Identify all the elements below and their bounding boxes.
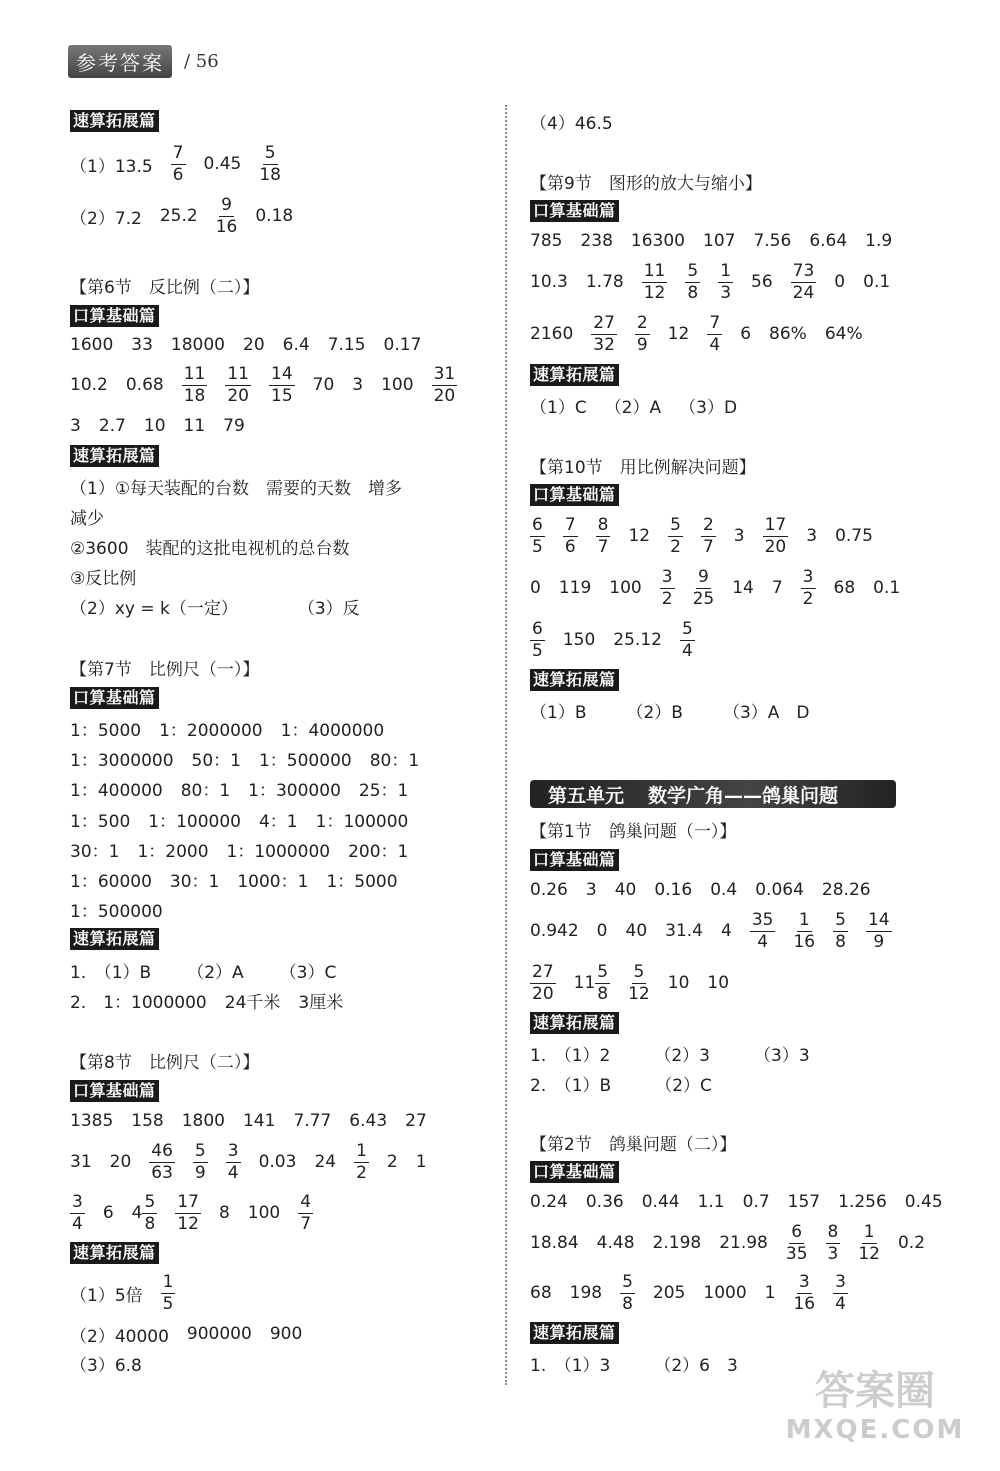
answer-value: 6.64 — [809, 231, 848, 251]
answer-value: 6 — [102, 1203, 114, 1223]
section-badge-extension: 速算拓展篇 — [530, 1012, 619, 1034]
answer-value: 1：2000 — [137, 841, 209, 862]
answer-text: （1）5倍 — [70, 1285, 143, 1306]
answer-value: 1：60000 — [70, 871, 152, 892]
answer-text: 1. （1）3 — [530, 1355, 611, 1376]
answer-row — [530, 312, 863, 356]
answer-value: （1）13.5 — [70, 156, 153, 177]
section-label-row — [70, 108, 159, 134]
section-label-row — [530, 667, 619, 693]
answer-value: 1600 — [70, 335, 114, 355]
answer-value: 100 — [609, 578, 642, 598]
answer-value: 4.48 — [596, 1233, 635, 1253]
answer-line — [70, 1321, 302, 1347]
fraction: $\frac{27}{32}$ — [593, 312, 615, 355]
answer-line — [530, 392, 737, 418]
answer-value: 79 — [223, 416, 245, 436]
section-label-row — [70, 685, 159, 711]
answer-line — [530, 1040, 810, 1066]
fraction: $\frac{1}{16}$ — [793, 909, 816, 952]
answer-value: 1385 — [70, 1111, 114, 1131]
unit-banner — [530, 780, 896, 808]
answer-value: 3 — [352, 375, 364, 395]
fraction: $\frac{4}{7}$ — [300, 1191, 312, 1234]
answer-value: 1 — [415, 1152, 427, 1172]
answer-value: 14 — [732, 578, 754, 598]
answer-value: 0.24 — [530, 1192, 568, 1212]
answer-value: 4：1 — [258, 811, 298, 832]
section-label-row — [530, 198, 619, 224]
answer-value: 1000 — [703, 1283, 747, 1303]
answer-value: 7.56 — [753, 231, 792, 251]
answer-value: 1.256 — [838, 1192, 887, 1212]
answer-text: （4）46.5 — [530, 113, 613, 134]
page-number: / 56 — [184, 50, 219, 72]
answer-value: 0.2 — [897, 1233, 926, 1253]
answer-value: 4 — [721, 921, 732, 941]
answer-value: 33 — [131, 335, 153, 355]
answer-value: 1：500 — [70, 811, 131, 832]
answer-value: 107 — [703, 231, 736, 251]
section-title — [530, 816, 736, 842]
answer-value: 1.9 — [865, 231, 893, 251]
answer-value: 28.26 — [821, 880, 871, 900]
section-title — [530, 1129, 736, 1155]
fraction: $\frac{1}{5}$ — [162, 1271, 174, 1314]
answer-text: （2）3 — [654, 1045, 710, 1066]
answer-text: （2）A — [187, 962, 244, 983]
fraction: $\frac{1}{12}$ — [858, 1221, 880, 1264]
section-badge-basic: 口算基础篇 — [530, 849, 619, 871]
answer-text: ②3600 装配的这批电视机的总台数 — [70, 538, 350, 559]
answer-text: （1）B — [530, 702, 587, 723]
answer-text: （3）D — [679, 397, 738, 418]
answer-value: 0.1 — [873, 578, 901, 598]
fraction: $\frac{6}{35}$ — [785, 1221, 808, 1264]
answer-text: 1. （1）B — [70, 962, 152, 983]
answer-value: 119 — [558, 578, 592, 598]
answer-value: 3 — [70, 416, 81, 436]
answer-row — [70, 332, 421, 358]
answer-value: 30：1 — [70, 841, 120, 862]
fraction: $\frac{3}{4}$ — [227, 1140, 239, 1183]
fraction: $\frac{17}{12}$ — [177, 1191, 199, 1234]
fraction: $\frac{1}{2}$ — [356, 1140, 367, 1183]
answer-value: 31 — [70, 1152, 92, 1172]
answer-value: 0.45 — [203, 154, 242, 174]
answer-value: 0.44 — [641, 1192, 680, 1212]
answer-value: 205 — [652, 1283, 686, 1303]
answer-value: 18.84 — [530, 1233, 579, 1253]
fraction: $\frac{5}{8}$ — [687, 260, 699, 303]
answer-value: 157 — [787, 1192, 821, 1212]
answer-value: 7.15 — [327, 335, 366, 355]
section-title — [70, 1047, 259, 1073]
section-badge-basic: 口算基础篇 — [70, 1080, 159, 1102]
section-badge-extension: 速算拓展篇 — [530, 1322, 619, 1344]
answer-value: 7 — [771, 578, 783, 598]
fraction: $\frac{5}{12}$ — [628, 961, 650, 1004]
site-watermark — [780, 1368, 970, 1461]
answer-text: 3厘米 — [298, 992, 344, 1013]
fraction: $\frac{2}{9}$ — [636, 312, 648, 355]
fraction: $\frac{9}{25}$ — [692, 566, 715, 609]
answer-row — [530, 877, 871, 903]
answer-value: 2.7 — [98, 416, 126, 436]
answer-line — [70, 987, 343, 1013]
section-title — [530, 452, 756, 478]
answer-value: 1：100000 — [315, 811, 409, 832]
answer-line — [530, 1070, 712, 1096]
answer-value: 31.4 — [665, 921, 703, 941]
answer-value: 12 — [667, 324, 690, 344]
answer-value: 27 — [405, 1111, 427, 1131]
fraction: $\frac{5}{8}$ — [835, 909, 846, 952]
fraction: $\frac{5}{2}$ — [670, 514, 681, 557]
answer-line — [70, 503, 104, 529]
section-title-text: 【第8节 比例尺（二）】 — [70, 1052, 260, 1073]
fraction: $\frac{73}{24}$ — [792, 260, 815, 303]
answer-row — [70, 1140, 427, 1184]
answer-value: 18000 — [170, 335, 225, 355]
answer-value: 10 — [143, 416, 166, 436]
answer-text: （3）6.8 — [70, 1355, 142, 1376]
answer-value: 25.2 — [159, 206, 198, 226]
fraction: $\frac{9}{16}$ — [215, 194, 238, 237]
answer-value: 0.16 — [654, 880, 693, 900]
section-badge-basic: 口算基础篇 — [530, 1161, 619, 1183]
fraction: $\frac{3}{16}$ — [793, 1271, 816, 1314]
watermark-url: MXQE.COM — [785, 1415, 965, 1445]
section-badge-extension: 速算拓展篇 — [530, 669, 619, 691]
answer-row — [70, 806, 408, 832]
answer-text: 900 — [269, 1324, 303, 1344]
answer-text: （2）6 3 — [654, 1355, 738, 1376]
answer-line — [70, 473, 402, 499]
fraction: $\frac{11}{12}$ — [643, 260, 666, 303]
answer-value: 40 — [625, 921, 648, 941]
section-title — [70, 654, 259, 680]
fraction: $\frac{8}{3}$ — [827, 1221, 839, 1264]
answer-row — [70, 775, 408, 801]
answer-value: 1：4000000 — [280, 720, 385, 741]
answer-row — [530, 514, 873, 558]
answer-value: 2.198 — [652, 1233, 702, 1253]
fraction: $\frac{27}{20}$ — [532, 961, 554, 1004]
answer-value: 0.4 — [710, 880, 738, 900]
answer-line — [70, 957, 336, 983]
answer-value: 0.18 — [255, 206, 294, 226]
answer-value: 68 — [833, 578, 856, 598]
answer-text: 24千米 — [224, 992, 281, 1013]
answer-value: 0.1 — [863, 272, 891, 292]
column-divider — [505, 105, 507, 1385]
fraction: $\frac{14}{15}$ — [271, 363, 293, 406]
answer-value: 10.3 — [530, 272, 568, 292]
fraction: $\frac{7}{4}$ — [709, 312, 721, 355]
answer-value: 1 — [764, 1283, 776, 1303]
answer-line — [530, 697, 810, 723]
section-badge-extension: 速算拓展篇 — [70, 928, 159, 950]
answer-value: 0.03 — [258, 1152, 297, 1172]
answer-value: 2160 — [530, 324, 574, 344]
answer-row — [70, 836, 408, 862]
answer-value: 25：1 — [358, 780, 409, 801]
answer-value: 0 — [596, 921, 608, 941]
section-title-text: 【第7节 比例尺（一）】 — [70, 659, 260, 680]
answer-value: 1000：1 — [237, 871, 309, 892]
answer-text: ③反比例 — [70, 568, 137, 589]
fraction: $\frac{6}{5}$ — [532, 618, 543, 661]
answer-value: 150 — [562, 630, 596, 650]
section-badge-extension: 速算拓展篇 — [530, 364, 619, 386]
answer-row — [530, 260, 890, 304]
answer-text: （3）C — [279, 962, 337, 983]
answer-value: 10 — [667, 973, 690, 993]
answer-value: 3 — [585, 880, 597, 900]
answer-value: 10 — [707, 973, 730, 993]
fraction: $\frac{5}{18}$ — [259, 142, 281, 185]
answer-value: 2 — [386, 1152, 398, 1172]
answer-row — [70, 363, 457, 407]
answer-text: （1）①每天装配的台数 需要的天数 增多 — [70, 478, 403, 499]
answer-row — [530, 1221, 925, 1265]
section-badge-basic: 口算基础篇 — [70, 687, 159, 709]
answer-value: 158 — [131, 1111, 164, 1131]
section-badge-extension: 速算拓展篇 — [70, 1242, 159, 1264]
answer-line — [70, 533, 350, 559]
answer-value: 25.12 — [613, 630, 662, 650]
fraction: $\frac{46}{63}$ — [151, 1140, 173, 1183]
answer-value: 0.17 — [383, 335, 422, 355]
fraction: $\frac{7}{6}$ — [172, 142, 184, 185]
answer-text: （3）A D — [722, 702, 810, 723]
answer-value: 3 — [806, 526, 818, 546]
answer-row — [530, 1271, 848, 1315]
section-label-row — [530, 847, 619, 873]
fraction: $\frac{6}{5}$ — [532, 514, 543, 557]
fraction: $\frac{11}{20}$ — [227, 363, 249, 406]
answer-text: 2. 1：1000000 — [70, 992, 207, 1013]
section-label-row — [70, 443, 159, 469]
fraction: $\frac{2}{7}$ — [702, 514, 714, 557]
answer-line — [70, 563, 136, 589]
fraction: $\frac{7}{6}$ — [564, 514, 576, 557]
answer-value: 1：100000 — [148, 811, 241, 832]
answer-value: 3 — [733, 526, 745, 546]
answer-value: 12 — [628, 526, 651, 546]
fraction: $\frac{3}{4}$ — [72, 1191, 83, 1234]
section-badge-basic: 口算基础篇 — [70, 305, 159, 327]
page-header — [68, 45, 219, 77]
answer-value: 30：1 — [169, 871, 220, 892]
section-title-text: 【第2节 鸽巢问题（二）】 — [530, 1134, 737, 1155]
section-badge-basic: 口算基础篇 — [530, 484, 619, 506]
answer-value: 1：5000 — [326, 871, 398, 892]
fraction: $\frac{3}{4}$ — [835, 1271, 846, 1314]
answer-row — [70, 715, 384, 741]
answer-value: 0.942 — [530, 921, 579, 941]
fraction: $\frac{5}{8}$ — [622, 1271, 633, 1314]
answer-value: 6.43 — [349, 1111, 388, 1131]
answer-value: 68 — [530, 1283, 552, 1303]
answer-line — [530, 108, 613, 134]
fraction: $\frac{17}{20}$ — [764, 514, 787, 557]
answer-value: 50：1 — [191, 750, 241, 771]
section-label-row — [70, 1240, 159, 1266]
answer-value: 11 — [183, 416, 206, 436]
answer-text: （2）A — [604, 397, 662, 418]
answer-value: 0.36 — [585, 1192, 624, 1212]
answer-value: 64% — [824, 324, 863, 344]
fraction: $\frac{35}{4}$ — [751, 909, 774, 952]
section-title-text: 【第9节 图形的放大与缩小】 — [530, 173, 762, 194]
answer-value: 0.45 — [904, 1192, 943, 1212]
answer-text: 900000 — [186, 1324, 252, 1344]
answer-value: 0 — [834, 272, 846, 292]
answer-text: 2. （1）B — [530, 1075, 612, 1096]
fraction: $\frac{31}{20}$ — [433, 363, 456, 406]
answer-row — [70, 142, 281, 186]
answer-value: 6.4 — [282, 335, 310, 355]
answer-value: 0.26 — [530, 880, 568, 900]
fraction: $\frac{1}{3}$ — [720, 260, 732, 303]
fraction: $\frac{3}{2}$ — [661, 566, 673, 609]
answer-value: 1：2000000 — [159, 720, 263, 741]
answer-value: 0.68 — [125, 375, 164, 395]
answer-value: 80：1 — [369, 750, 420, 771]
answer-text: （1）C — [530, 397, 587, 418]
answer-value: 70 — [312, 375, 335, 395]
answer-row — [70, 1108, 427, 1134]
fraction: $\frac{3}{2}$ — [802, 566, 814, 609]
answer-row — [70, 194, 293, 238]
answer-value: 0.7 — [742, 1192, 770, 1212]
section-title-text: 【第10节 用比例解决问题】 — [530, 457, 756, 478]
answer-value: 100 — [247, 1203, 281, 1223]
answer-value: 141 — [242, 1111, 276, 1131]
answer-value: 24 — [314, 1152, 337, 1172]
answer-value: 56 — [751, 272, 773, 292]
section-badge-basic: 口算基础篇 — [530, 200, 619, 222]
answer-line — [70, 1271, 175, 1315]
answer-value: 7.77 — [293, 1111, 332, 1131]
answer-value: 1：5000 — [70, 720, 142, 741]
section-title-text: 【第1节 鸽巢问题（一）】 — [530, 821, 737, 842]
section-badge-extension: 速算拓展篇 — [70, 445, 159, 467]
answer-value: 1.78 — [585, 272, 624, 292]
answer-value: 1：300000 — [248, 780, 341, 801]
answer-text: （2）40000 — [70, 1326, 169, 1347]
answer-line — [70, 593, 360, 619]
answer-row — [70, 745, 419, 771]
answer-value: 1800 — [181, 1111, 225, 1131]
answer-value: 200：1 — [348, 841, 409, 862]
fraction: $\frac{11}{18}$ — [183, 363, 206, 406]
mixed-number: 4 $\frac{5}{8}$ — [131, 1191, 156, 1234]
section-label-row — [530, 482, 619, 508]
answer-value: 20 — [109, 1152, 132, 1172]
answer-value: 0.064 — [755, 880, 804, 900]
answer-value: 80：1 — [180, 780, 231, 801]
section-label-row — [70, 1078, 159, 1104]
answer-value: 86% — [769, 324, 807, 344]
section-label-row — [70, 303, 159, 329]
mixed-number: 11 $\frac{5}{8}$ — [573, 961, 609, 1004]
answer-line — [70, 1350, 142, 1376]
section-label-row — [530, 1010, 619, 1036]
answer-value: 1：3000000 — [70, 750, 174, 771]
answer-value: 10.2 — [70, 375, 108, 395]
answer-row — [70, 1191, 313, 1235]
answer-text: （2）C — [655, 1075, 712, 1096]
answer-value: 6 — [740, 324, 752, 344]
answer-value: 0.75 — [835, 526, 873, 546]
section-title — [530, 168, 762, 194]
section-badge-extension: 速算拓展篇 — [70, 110, 159, 132]
answer-value: 0 — [530, 578, 541, 598]
answer-value: 16300 — [630, 231, 685, 251]
answer-row — [530, 1189, 943, 1215]
section-label-row — [70, 926, 159, 952]
answer-row — [530, 909, 892, 953]
answer-row — [70, 413, 245, 439]
fraction: $\frac{8}{7}$ — [597, 514, 609, 557]
answer-row — [530, 961, 729, 1005]
answer-value: 100 — [381, 375, 414, 395]
answer-text: （2）B — [626, 702, 683, 723]
answer-value: （2）7.2 — [70, 208, 142, 229]
answer-line — [530, 1350, 738, 1376]
answer-value: 785 — [530, 231, 563, 251]
section-title — [70, 272, 259, 298]
fraction: $\frac{5}{4}$ — [681, 618, 693, 661]
answer-row — [70, 866, 398, 892]
fraction: $\frac{5}{9}$ — [194, 1140, 206, 1183]
answer-value: 40 — [614, 880, 637, 900]
section-label-row — [530, 1320, 619, 1346]
answer-row — [530, 618, 695, 662]
answer-key-tag: 参考答案 — [68, 45, 172, 78]
fraction: $\frac{14}{9}$ — [867, 909, 890, 952]
answer-value: 1：500000 — [70, 901, 163, 922]
answer-value: 1：400000 — [70, 780, 163, 801]
watermark-text: 答案圈 — [815, 1368, 935, 1414]
answer-text: 减少 — [70, 508, 104, 529]
answer-text: 1. （1）2 — [530, 1045, 611, 1066]
section-label-row — [530, 1159, 619, 1185]
answer-row — [530, 228, 892, 254]
answer-value: 238 — [580, 231, 613, 251]
answer-row — [530, 566, 900, 610]
answer-value: 198 — [569, 1283, 603, 1303]
unit-number: 第五单元 — [548, 784, 625, 807]
unit-topic: 数学广角——鸽巢问题 — [648, 784, 839, 807]
answer-value: 20 — [243, 335, 265, 355]
answer-value: 8 — [218, 1203, 230, 1223]
section-label-row — [530, 362, 619, 388]
answer-value: 1：500000 — [258, 750, 352, 771]
answer-text: （3）3 — [754, 1045, 810, 1066]
answer-value: 1.1 — [697, 1192, 725, 1212]
section-title-text: 【第6节 反比例（二）】 — [70, 277, 260, 298]
answer-row — [70, 896, 163, 922]
answer-text: （3）反 — [297, 598, 360, 619]
answer-text: （2）xy = k（一定） — [70, 598, 238, 619]
answer-value: 1：1000000 — [226, 841, 331, 862]
answer-value: 21.98 — [719, 1233, 768, 1253]
